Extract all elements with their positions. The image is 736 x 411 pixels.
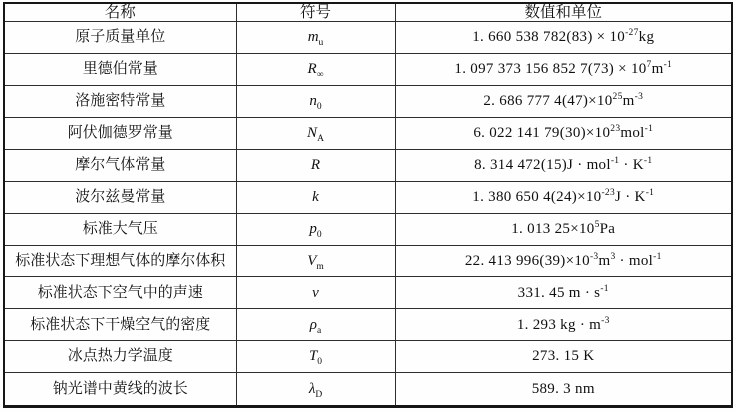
symbol-cell: $\lambda_D$	[236, 373, 395, 407]
table-row	[4, 373, 732, 407]
constants-table	[3, 2, 733, 408]
symbol-cell: $V_m$	[236, 245, 395, 277]
column-header-symbol: 符号	[236, 3, 395, 22]
name-cell: 摩尔气体常量	[4, 149, 236, 181]
value-cell: 6. 022 141 $79(30)\times 10^{23}mol^{-1}$	[395, 117, 732, 149]
name-cell: 里德伯常量	[4, 53, 236, 85]
symbol-cell: k	[236, 181, 395, 213]
symbol-cell: v	[236, 277, 395, 309]
table-row	[4, 341, 732, 373]
table-row	[4, 85, 732, 117]
name-cell: 波尔兹曼常量	[4, 181, 236, 213]
table-body	[4, 22, 732, 407]
table-row	[4, 149, 732, 181]
table-row	[4, 53, 732, 85]
table-row	[4, 277, 732, 309]
table-row	[4, 213, 732, 245]
value-cell: 1. 013 $25\times 10^5Pa$	[395, 213, 732, 245]
value-cell: 331. 45 $m \cdot s^{-1}$	[395, 277, 732, 309]
value-cell: 1. 660 538 $782(83) \times 10^{-27}kg$	[395, 22, 732, 54]
value-cell: 273. 15 K	[395, 341, 732, 373]
table-row	[4, 181, 732, 213]
name-cell: 钠光谱中黄线的波长	[4, 373, 236, 407]
name-cell: 冰点热力学温度	[4, 341, 236, 373]
symbol-cell: $T_0$	[236, 341, 395, 373]
table-header	[4, 3, 732, 22]
value-cell: 2. 686 777 $4(47)\times 10^{25}m^{-3}$	[395, 85, 732, 117]
symbol-cell: R	[236, 149, 395, 181]
symbol-cell: $p_0$	[236, 213, 395, 245]
name-cell: 标准状态下空气中的声速	[4, 277, 236, 309]
name-cell: 标准状态下理想气体的摩尔体积	[4, 245, 236, 277]
symbol-cell: $m_u$	[236, 22, 395, 54]
symbol-cell: $N_A$	[236, 117, 395, 149]
value-cell: 1. 097 373 156 852 $7(73) \times 10^7m^{-1}$	[395, 53, 732, 85]
symbol-cell: $\rho_a$	[236, 309, 395, 341]
table-row	[4, 245, 732, 277]
name-cell: 标准大气压	[4, 213, 236, 245]
symbol-cell: $n_0$	[236, 85, 395, 117]
table-row	[4, 117, 732, 149]
name-cell: 阿伏伽德罗常量	[4, 117, 236, 149]
column-header-value: 数值和单位	[395, 3, 732, 22]
table-row	[4, 22, 732, 54]
value-cell: 8. 314 $472(15)J \cdot mol^{-1} \cdot K^{-1}$	[395, 149, 732, 181]
name-cell: 标准状态下干燥空气的密度	[4, 309, 236, 341]
value-cell: 589. 3 nm	[395, 373, 732, 407]
table-row	[4, 309, 732, 341]
name-cell: 洛施密特常量	[4, 85, 236, 117]
name-cell: 原子质量单位	[4, 22, 236, 54]
header-row	[4, 3, 732, 22]
value-cell: 1. 293 kg · $m^{-3}$	[395, 309, 732, 341]
symbol-cell: $R_\infty$	[236, 53, 395, 85]
value-cell: 22. 413 $996(39)\times 10^{-3}m^3 \cdot mol^{-1}$	[395, 245, 732, 277]
value-cell: 1. 380 650 $4(24)\times 10^{-23}J \cdot K^{-1}$	[395, 181, 732, 213]
column-header-name: 名称	[4, 3, 236, 22]
